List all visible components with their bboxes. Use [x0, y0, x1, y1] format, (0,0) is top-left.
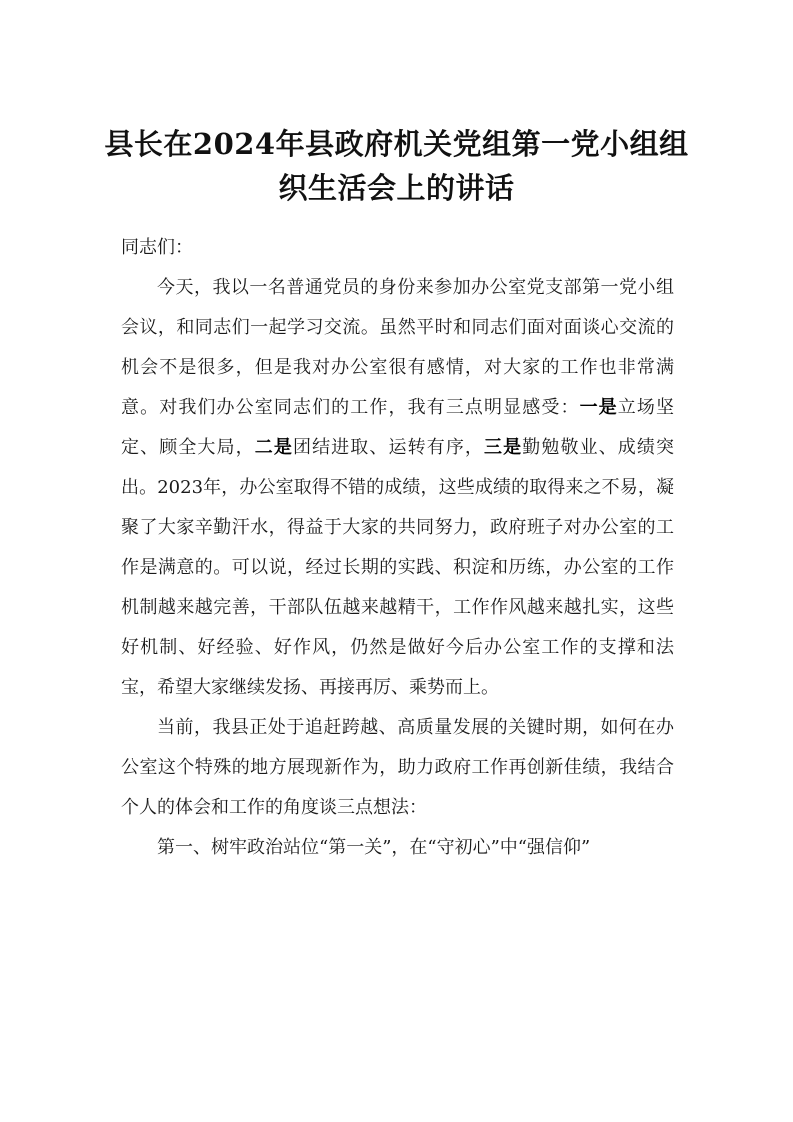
keyword-first: 一是	[579, 397, 618, 418]
salutation: 同志们：	[121, 237, 193, 258]
document-title: 县长在2024年县政府机关党组第一党小组组织生活会上的讲话	[104, 127, 689, 205]
keyword-third: 三是	[484, 437, 523, 458]
paragraph-intro-text-2: 立场坚定、顾全大局，	[121, 397, 675, 458]
paragraph-intro-text-1: 今天，我以一名普通党员的身份来参加办公室党支部第一党小组会议，和同志们一起学习交流。虽然平时和同志们面对面谈心交流的机会不是很多，但是我对办公室很有感情，对大家的工作也非常满意。对我们办公室同志们的工作，我有三点明显感受：	[121, 277, 674, 418]
document-body	[121, 228, 674, 868]
paragraph-context: 当前，我县正处于追赶跨越、高质量发展的关键时期，如何在办公室这个特殊的地方展现新作为，助力政府工作再创新佳绩，我结合个人的体会和工作的角度谈三点想法：	[121, 717, 674, 818]
keyword-second: 二是	[254, 437, 293, 458]
section-heading-first: 第一、树牢政治站位“第一关”，在“守初心”中“强信仰”	[157, 837, 591, 858]
paragraph-intro-text-3: 团结进取、运转有序，	[292, 437, 485, 458]
paragraph-intro	[121, 268, 674, 708]
paragraph-intro-text-4: 勤勉敬业、成绩突出。2023年，办公室取得不错的成绩，这些成绩的取得来之不易，凝聚了大家辛勤汗水，得益于大家的共同努力，政府班子对办公室的工作是满意的。可以说，经过长期的实践、积淀和历练，办公室的工作机制越来越完善，干部队伍越来越精干，工作作风越来越扎实，这些好机制、好经验、好作风，仍然是做好今后办公室工作的支撑和法宝，希望大家继续发扬、再接再厉、乘势而上。	[121, 437, 675, 698]
